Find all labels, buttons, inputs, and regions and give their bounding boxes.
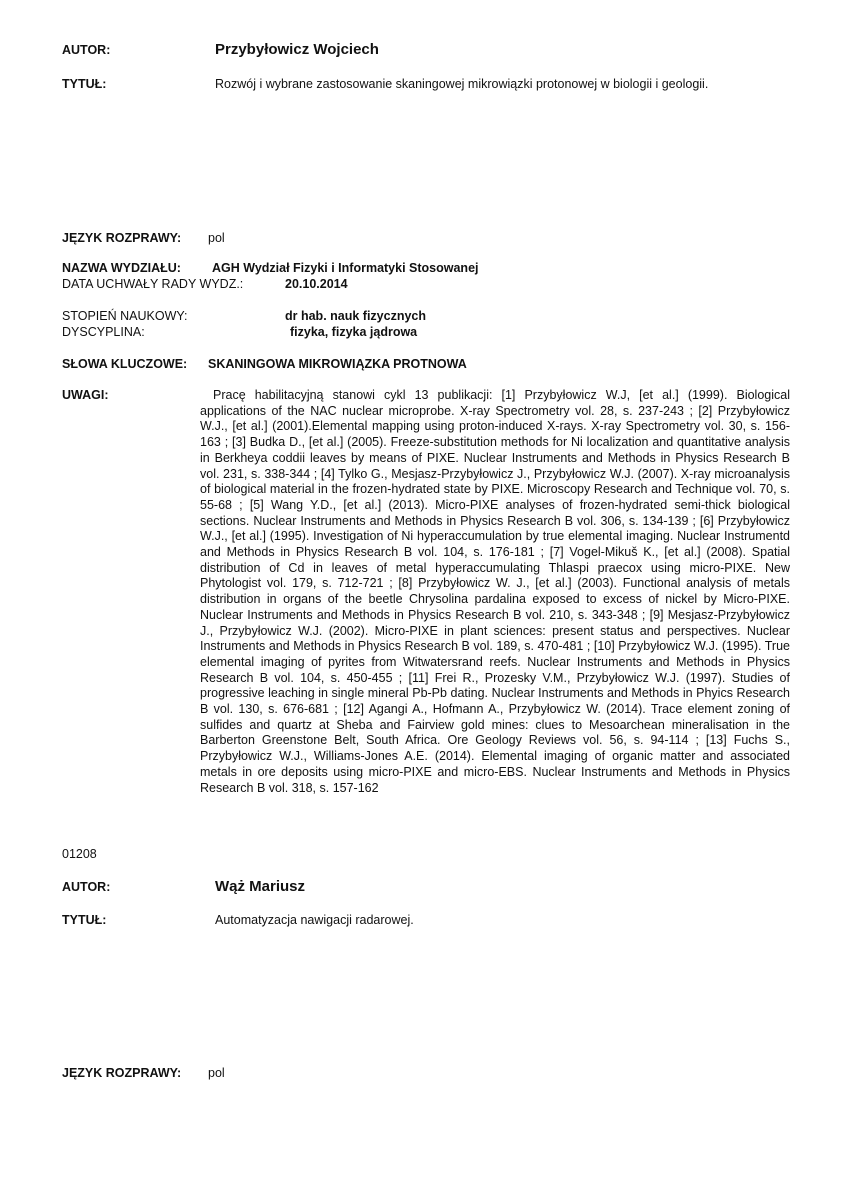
title-label: TYTUŁ: — [62, 77, 107, 91]
thesis-title: Automatyzacja nawigacji radarowej. — [215, 913, 414, 927]
notes-label: UWAGI: — [62, 388, 109, 402]
record-number: 01208 — [62, 847, 97, 861]
degree-value: dr hab. nauk fizycznych — [285, 309, 427, 323]
notes-text: Pracę habilitacyjną stanowi cykl 13 publikacji: [1] Przybyłowicz W.J, [et al.] (1999). Biological applications of the NAC nuclear microprobe. X-ray Spectrometry vol. 28, s. 237-243 ; [2] Przybyłowicz W.J., [et al.] (2001).Elemental mapping using proton-induced X-rays. X-ray Spectrometry vol. 30, s. 156-163 ; [3] Budka D., [et al.] (2005). Freeze-substitution methods for Ni localization and quantitative analysis in Berkheya coddii leaves by means of PIXE. Nuclear Instruments and Methods in Physics Research B vol. 231, s. 338-344 ; [4] Tylko G., Mesjasz-Przybyłowicz J., Przybyłowicz W.J. (2007). X-ray microanalysis of biological material in the frozen-hydrated state by PIXE. Microscopy Research and Technique vol. 70, s. 55-68 ; [5] Wang Y.D., [et al.] (2013). Micro-PIXE analyses of frozen-hydrated semi-thick biological sections. Nuclear Instruments and Methods in Physics Research B vol. 306, s. 134-139 ; [6] Przybyłowicz W.J., [et al.] (1995). Investigation of Ni hyperaccumulation by true elemental imaging. Nuclear Instrumentd and Methods in Physics Research B vol. 104, s. 176-181 ; [7] Vogel-Mikuš K., [et al.] (2008). Spatial distribution of Cd in leaves of metal hyperaccumulating Thlaspi praecox using micro-PIXE. New Phytologist vol. 179, s. 712-721 ; [8] Przybyłowicz W. J., [et al.] (2003). Functional analysis of metals distribution in organs of the beetle Chrysolina pardalina exposed to excess of nickel by Micro-PIXE. Nuclear Instruments and Methods in Physics Research B vol. 210, s. 343-348 ; [9] Mesjasz-Przybyłowicz J., Przybyłowicz W.J. (2002). Micro-PIXE in plant sciences: present status and perspectives. Nuclear Instruments and Methods in Physics Research B vol. 189, s. 470-481 ; [10] Przybyłowicz W.J. (1995). True elemental imaging of pyrites from Witwatersrand reefs. Nuclear Instruments and Methods in Physics Research B vol. 104, s. 450-455 ; [11] Frei R., Prozesky V.M., Przybyłowicz W.J. (1997). Studies of progressive leaching in single mineral Pb-Pb dating. Nuclear Instruments and Methods in Phyics Research B vol. 130, s. 676-681 ; [12] Agangi A., Hofmann A., Przybyłowicz W. (2014). Trace element zoning of sulfides and quartz at Sheba and Fairview gold mines: clues to Mesoarchean mineralisation in the Barberton Greenstone Belt, South Africa. Ore Geology Reviews vol. 56, s. 94-114 ; [13] Fuchs S., Przybyłowicz W.J., Williams-Jones A.E. (2014). Elemental imaging of organic matter and associated metals in ore deposits using micro-PIXE and micro-EBS. Nuclear Instruments and Methods in Physics Research B vol. 318, s. 157-162 — [200, 388, 790, 795]
language-value: pol — [208, 231, 225, 245]
author-name: Wąż Mariusz — [215, 878, 306, 895]
title-label: TYTUŁ: — [62, 913, 107, 927]
resolution-date-label: DATA UCHWAŁY RADY WYDZ.: — [62, 277, 244, 291]
keywords-value: SKANINGOWA MIKROWIĄZKA PROTNOWA — [208, 357, 467, 371]
faculty-label: NAZWA WYDZIAŁU: — [62, 261, 181, 275]
language-label: JĘZYK ROZPRAWY: — [62, 1066, 182, 1080]
discipline-label: DYSCYPLINA: — [62, 325, 145, 339]
author-name: Przybyłowicz Wojciech — [215, 41, 379, 58]
faculty-value: AGH Wydział Fizyki i Informatyki Stosowanej — [212, 261, 479, 275]
resolution-date-value: 20.10.2014 — [285, 277, 348, 291]
keywords-label: SŁOWA KLUCZOWE: — [62, 357, 188, 371]
discipline-value: fizyka, fizyka jądrowa — [290, 325, 418, 339]
language-label: JĘZYK ROZPRAWY: — [62, 231, 182, 245]
author-label: AUTOR: — [62, 43, 111, 57]
language-value: pol — [208, 1066, 225, 1080]
thesis-title: Rozwój i wybrane zastosowanie skaningowej mikrowiązki protonowej w biologii i geologii. — [215, 77, 709, 91]
author-label: AUTOR: — [62, 880, 111, 894]
degree-label: STOPIEŃ NAUKOWY: — [62, 309, 188, 323]
